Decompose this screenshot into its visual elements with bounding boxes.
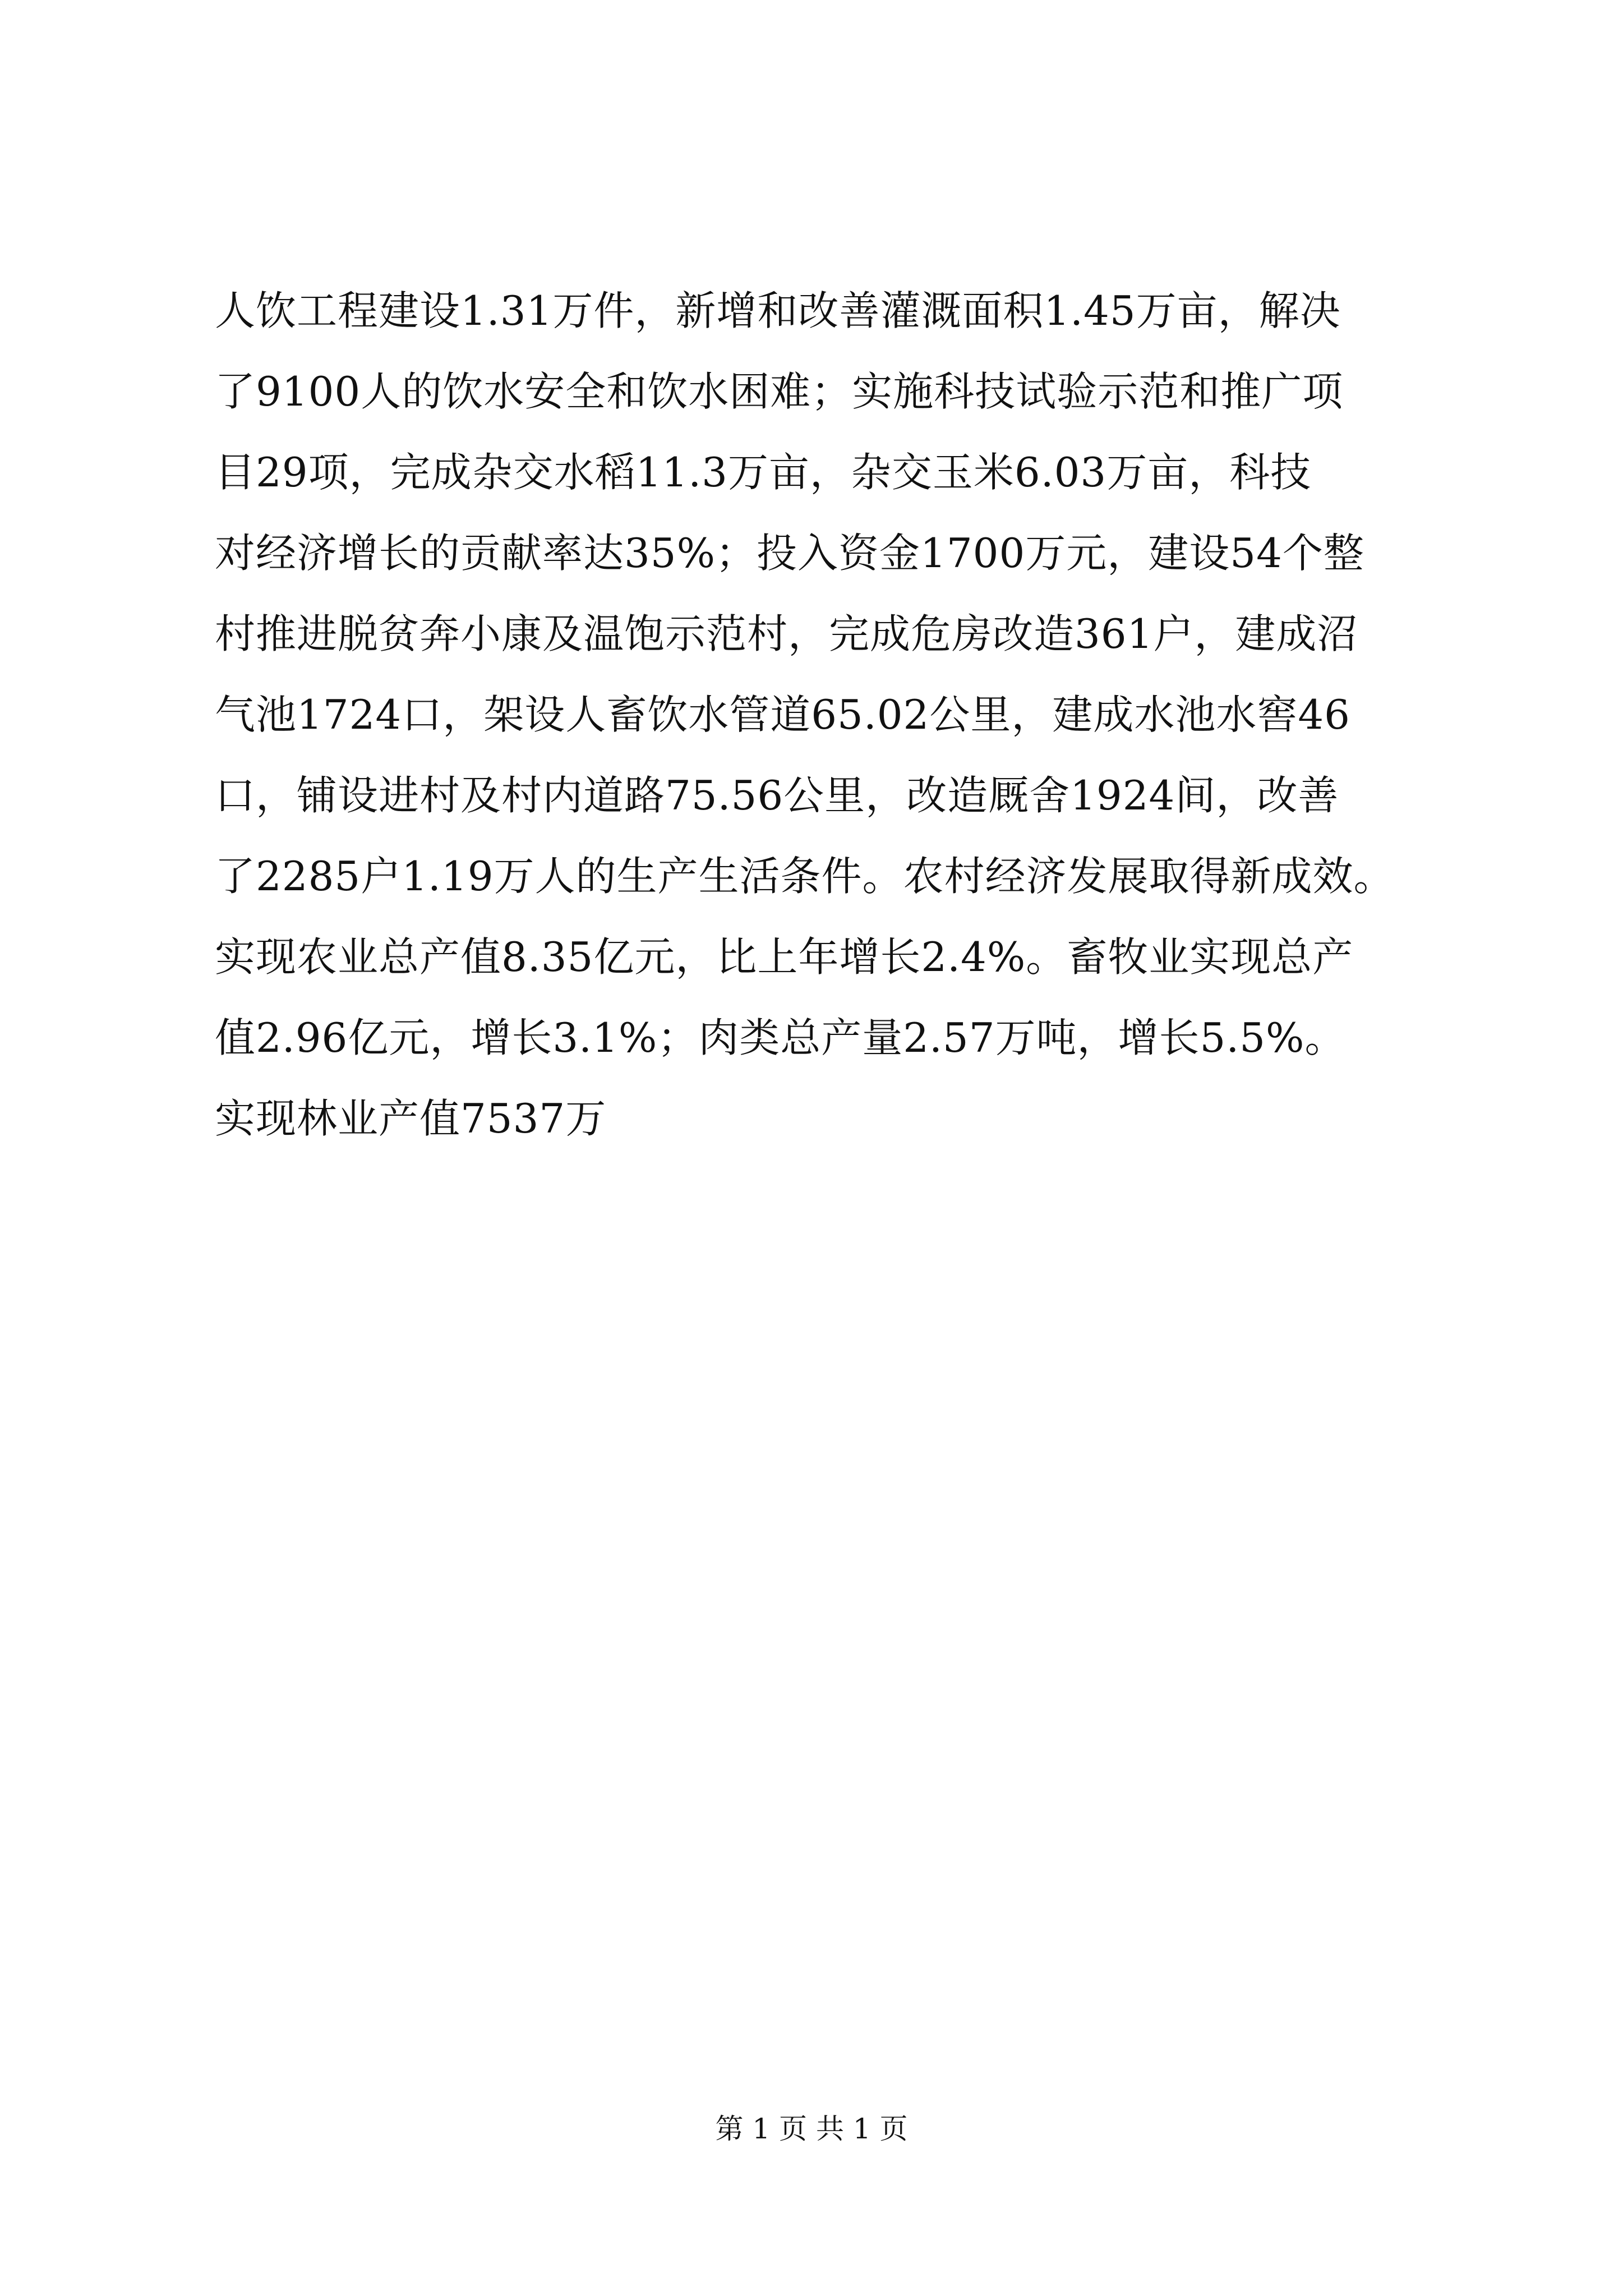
text-line: 村推进脱贫奔小康及温饱示范村，完成危房改造361户，建成沼 [215,610,1358,657]
page-footer [0,2112,1623,2146]
text-line: 实现林业产值7537万 [215,1095,607,1142]
text-line: 口，铺设进村及村内道路75.56公里，改造厩舍1924间，改善 [215,772,1339,819]
text-line: 对经济增长的贡献率达35%；投入资金1700万元，建设54个整 [215,530,1364,577]
text-line: 值2.96亿元，增长3.1%；肉类总产量2.57万吨，增长5.5%。 [215,1014,1346,1061]
text-line: 人饮工程建设1.31万件，新增和改善灌溉面积1.45万亩，解决 [215,287,1341,334]
page-number-label: 第 1 页 共 1 页 [715,2113,908,2145]
body-paragraph [215,270,1409,1159]
text-line: 实现农业总产值8.35亿元，比上年增长2.4%。畜牧业实现总产 [215,933,1354,981]
text-line: 气池1724口，架设人畜饮水管道65.02公里，建成水池水窖46 [215,691,1350,738]
text-line: 了9100人的饮水安全和饮水困难；实施科技试验示范和推广项 [215,368,1344,415]
text-line: 了2285户1.19万人的生产生活条件。农村经济发展取得新成效。 [215,853,1395,900]
text-line: 目29项，完成杂交水稻11.3万亩，杂交玉米6.03万亩，科技 [215,449,1312,496]
